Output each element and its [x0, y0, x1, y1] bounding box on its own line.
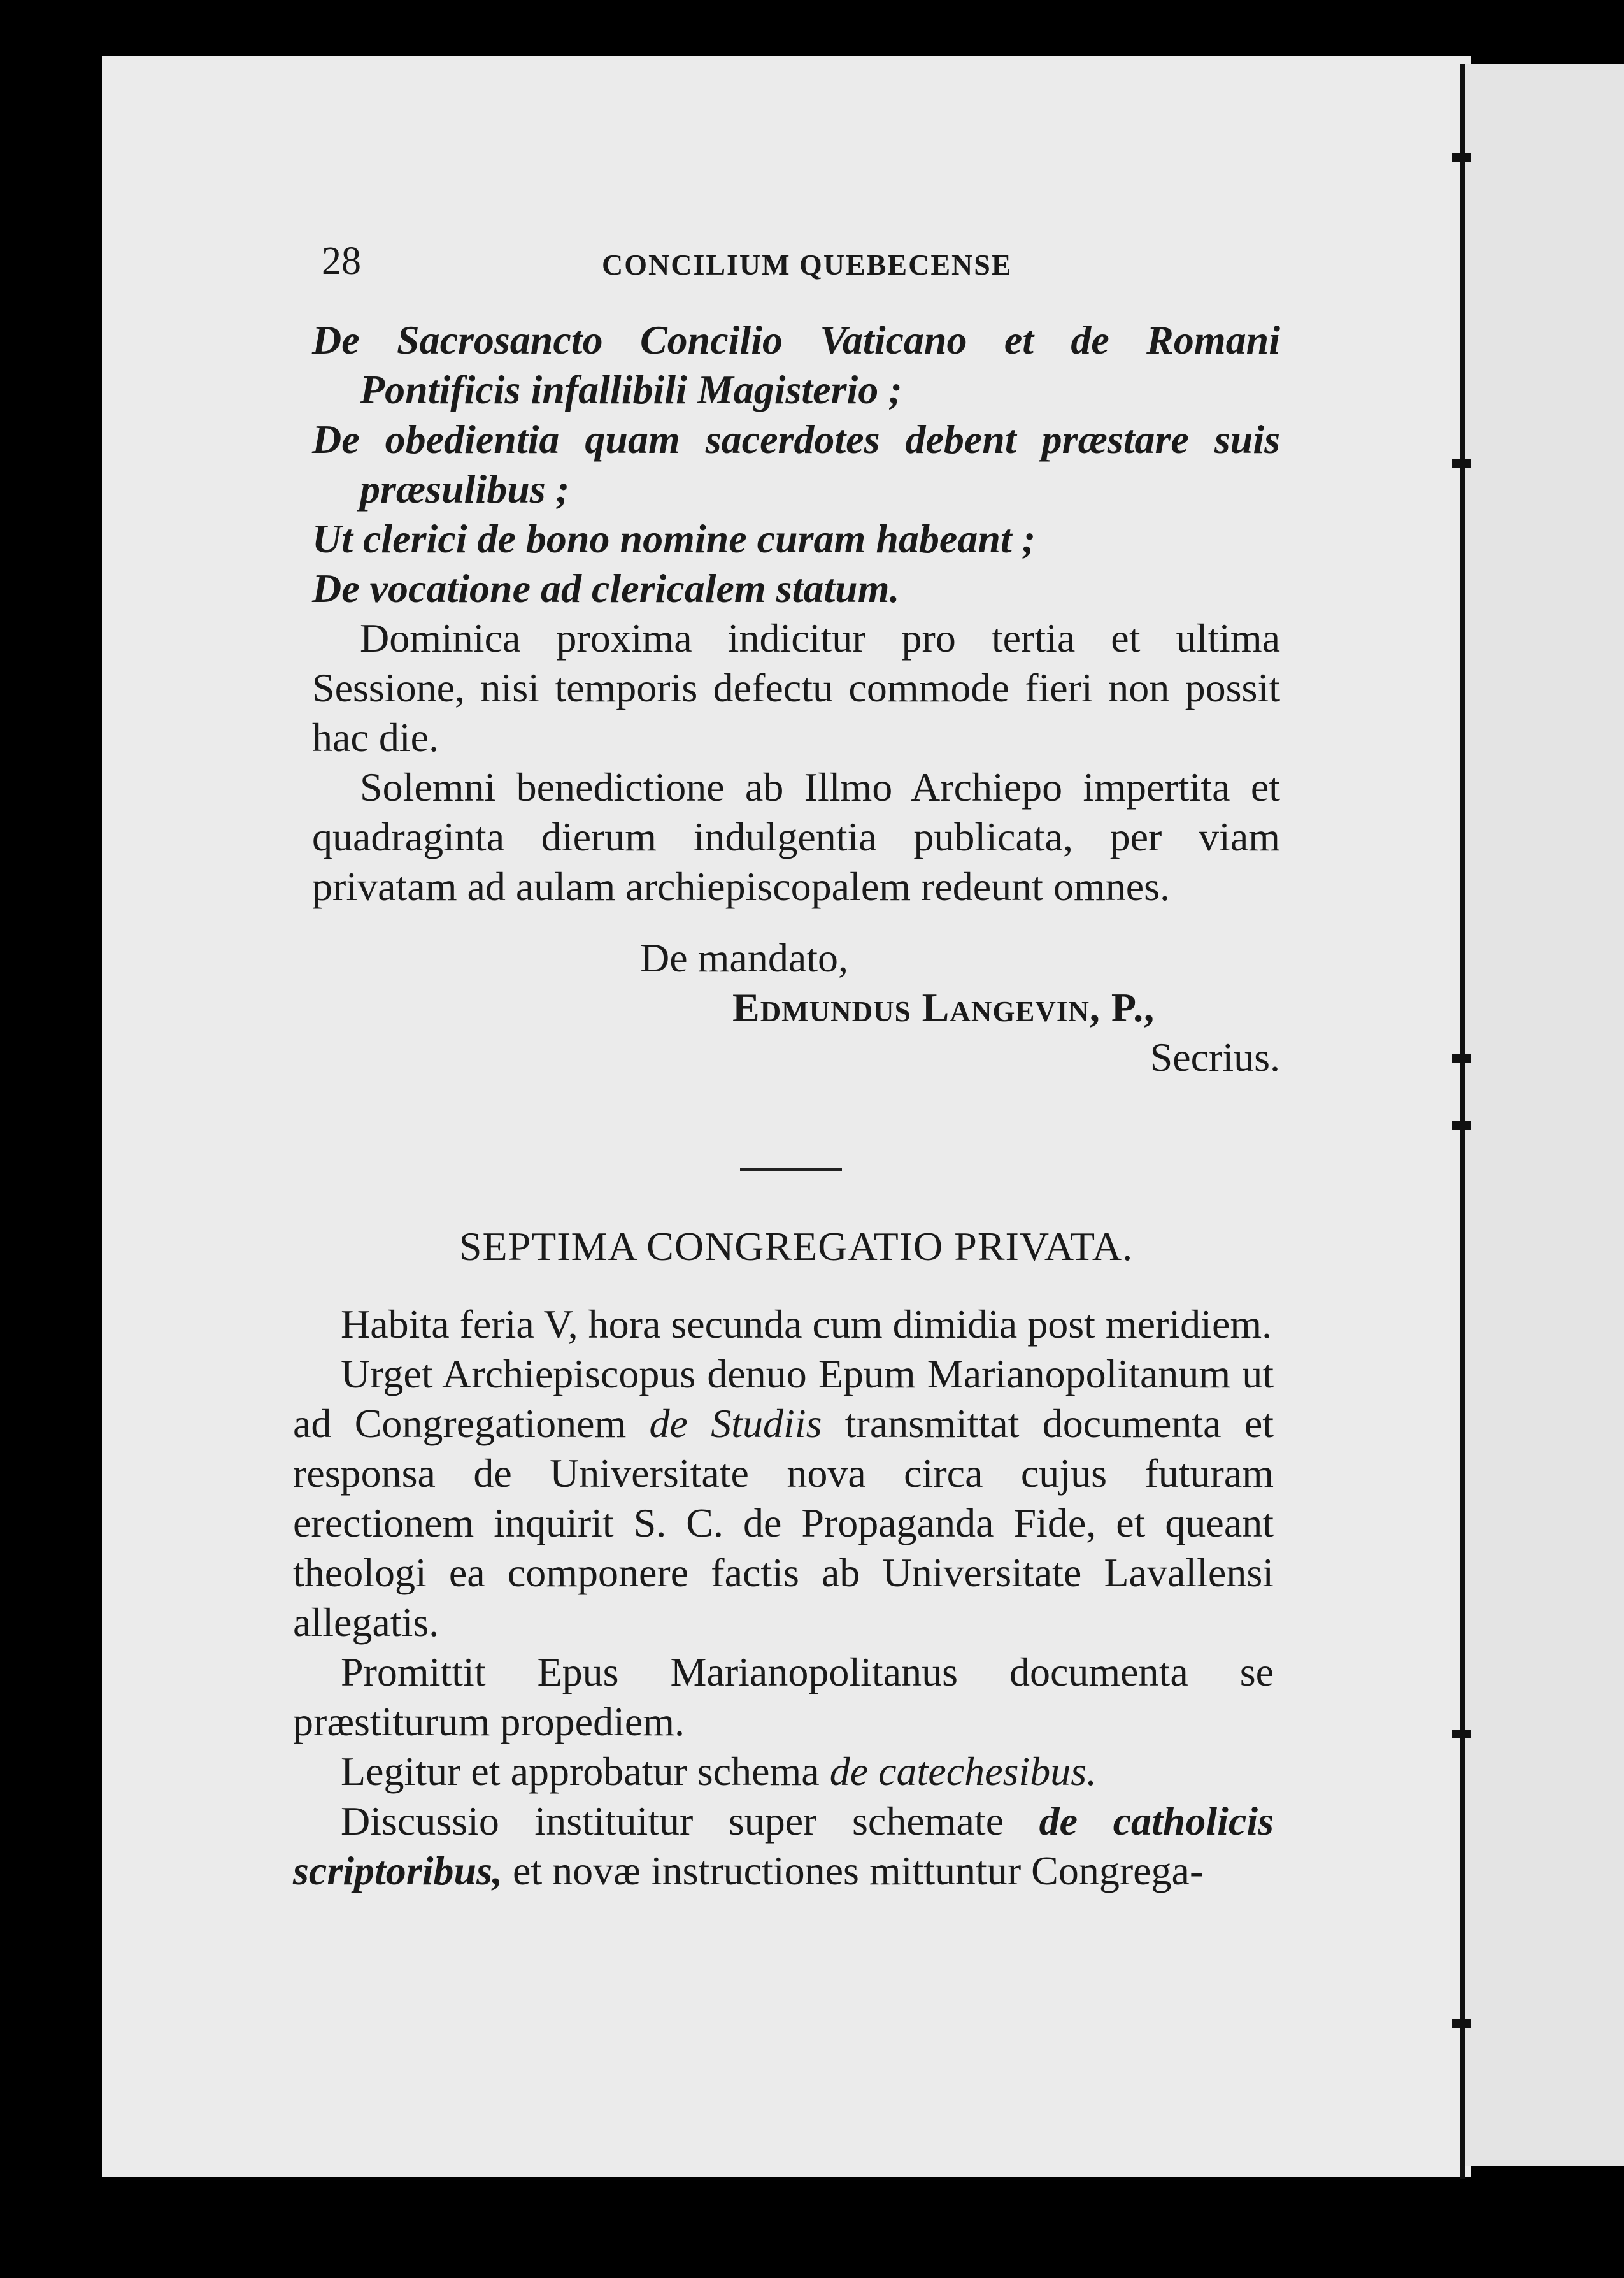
paragraph: Promittit Epus Marianopolitanus documenta se præstiturum propediem.: [293, 1649, 1274, 1744]
signer-name: Edmundus Langevin, P.,: [732, 985, 1155, 1030]
paragraph: [293, 1349, 1274, 1647]
page-number: 28: [322, 240, 361, 283]
paragraph: Solemni benedictione ab Illmo Archiepo impertita et quadraginta dierum indulgentia publicata, per viam privatam ad aulam archiepiscopalem redeunt omnes.: [312, 764, 1280, 909]
section-divider: [740, 1168, 842, 1171]
binding-stitch: [1452, 1054, 1471, 1063]
binding-stitch: [1452, 2019, 1471, 2028]
text-run: Discussio instituitur super schemate: [341, 1798, 1039, 1844]
binding-stitch: [1452, 459, 1471, 468]
text-run: transmittat documenta et responsa de Universitate nova circa cujus futuram erectionem inquirit S. C. de Propaganda Fide, et queant theologi ea componere factis ab Universitate Lavallensi allegatis.: [293, 1401, 1274, 1645]
text-run: et novæ instructiones mittuntur Congrega-: [502, 1848, 1204, 1893]
paragraph: Habita feria V, hora secunda cum dimidia post meridiem.: [341, 1301, 1272, 1347]
mandate-line: De mandato,: [640, 935, 848, 980]
list-item: De obedientia quam sacerdotes debent præstare suis præsulibus ;: [312, 417, 1280, 512]
text-run: Urget Archiepiscopus denuo Epum Marianopolitanum ut ad Congregationem: [293, 1351, 1274, 1446]
text-block-top: [312, 315, 1280, 912]
page-header: [322, 239, 1341, 283]
facing-page-edge: [1465, 64, 1624, 2166]
binding-stitch: [1452, 153, 1471, 162]
section-title: SEPTIMA CONGREGATIO PRIVATA.: [459, 1224, 1134, 1269]
binding-stitch: [1452, 1730, 1471, 1738]
list-item: De Sacrosancto Concilio Vaticano et de Romani Pontificis infallibili Magisterio ;: [312, 317, 1280, 412]
binding-stitch: [1452, 1121, 1471, 1130]
paragraph: Dominica proxima indicitur pro tertia et ultima Sessione, nisi temporis defectu commode fieri non possit hac die.: [312, 615, 1280, 760]
italic-run: de catechesibus.: [829, 1749, 1097, 1794]
paragraph: [293, 1747, 1274, 1796]
paragraph: [293, 1796, 1274, 1896]
signoff: [312, 933, 1280, 1082]
list-item: Ut clerici de bono nomine curam habeant ;: [312, 516, 1036, 561]
list-item: De vocatione ad clericalem statum.: [312, 566, 900, 611]
running-head: CONCILIUM QUEBECENSE: [602, 248, 1013, 281]
signer-office: Secrius.: [1150, 1035, 1280, 1080]
italic-run: de catholicis scriptoribus,: [293, 1798, 1274, 1893]
italic-run: de Studiis: [649, 1401, 822, 1446]
text-block-bottom: [293, 1300, 1274, 1896]
text-run: Legitur et approbatur schema: [341, 1749, 830, 1794]
